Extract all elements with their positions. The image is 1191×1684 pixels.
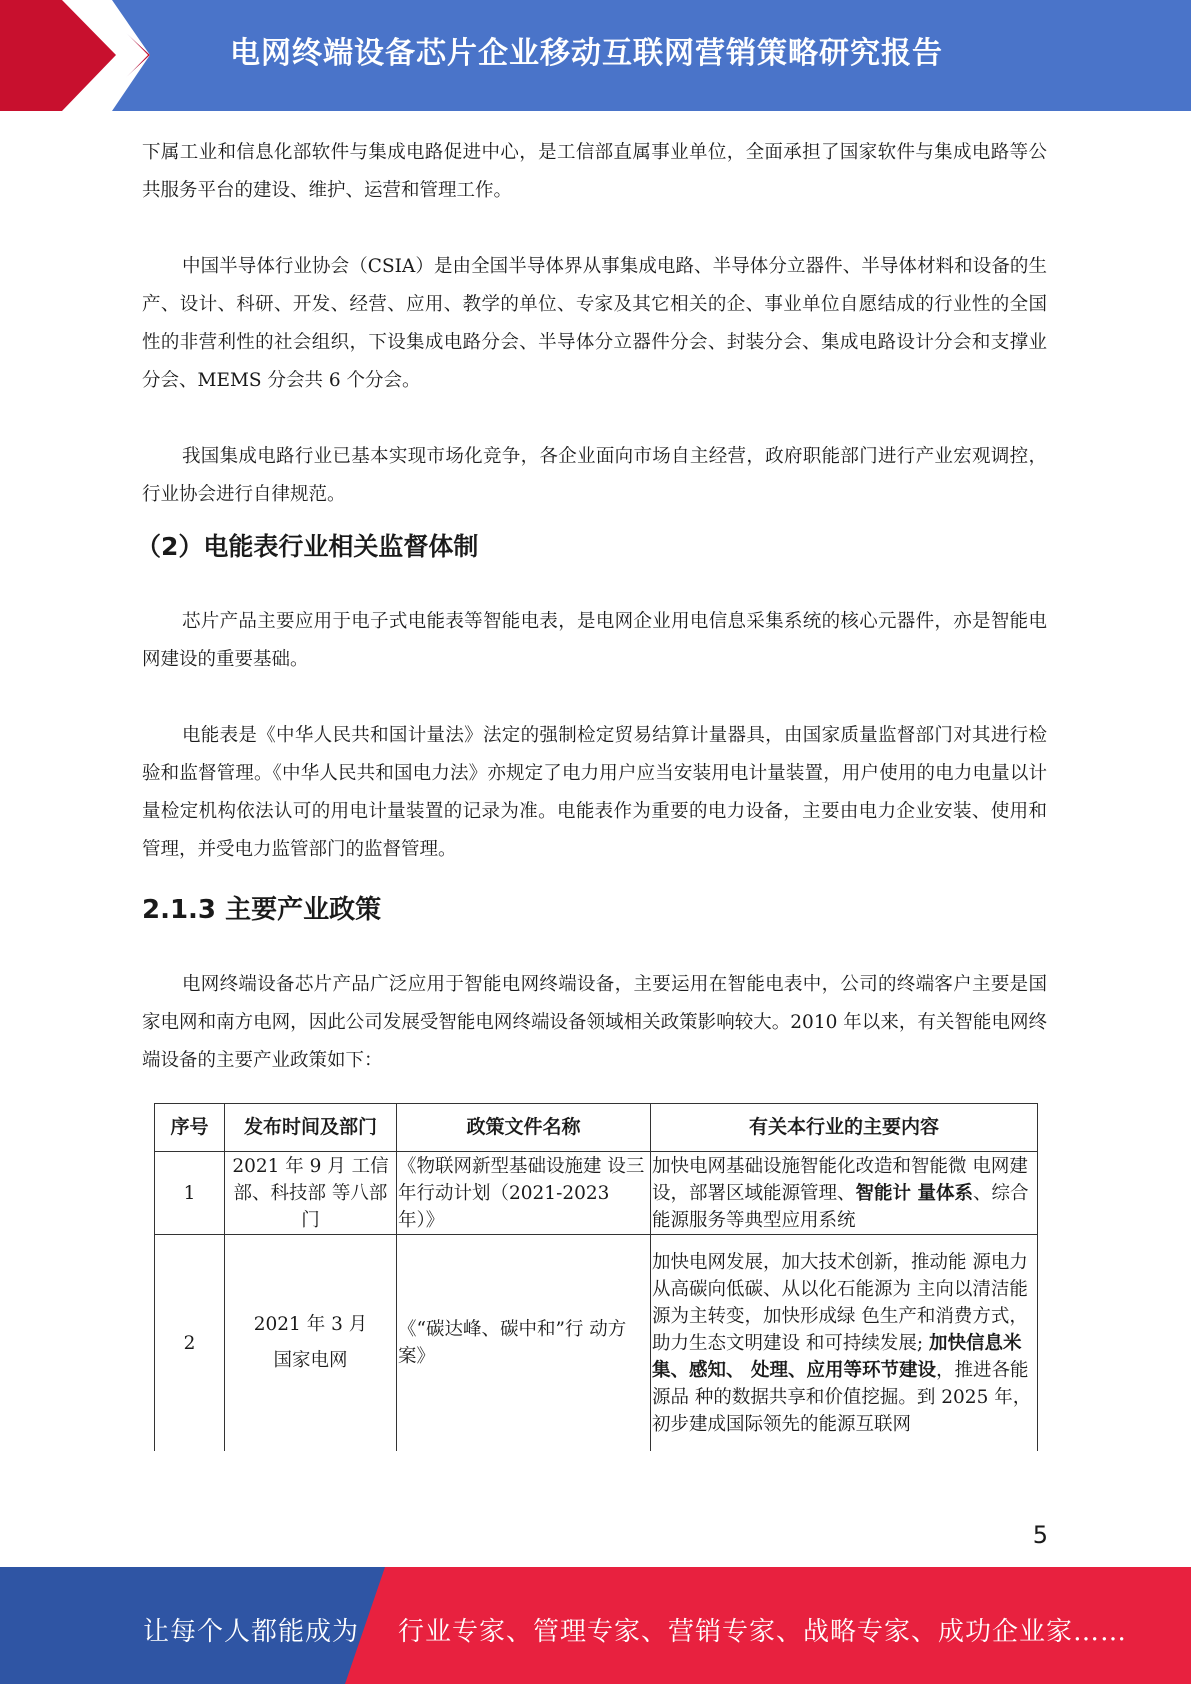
page-number: 5 — [1032, 1521, 1048, 1549]
supervision-section — [142, 603, 1047, 869]
column-header: 发布时间及部门 — [225, 1104, 397, 1152]
table-header-row — [155, 1104, 1038, 1152]
paragraph: 下属工业和信息化部软件与集成电路促进中心，是工信部直属事业单位，全面承担了国家软件与集成电路等公共服务平台的建设、维护、运营和管理工作。 — [142, 142, 1047, 201]
paragraph: 电能表是《中华人民共和国计量法》法定的强制检定贸易结算计量器具，由国家质量监督部门对其进行检验和监督管理。《中华人民共和国电力法》亦规定了电力用户应当安装用电计量装置，用户使用的电力电量以计量检定机构依法认可的用电计量装置的记录为准。电能表作为重要的电力设备，主要由电力企业安装、使用和管理，并受电力监管部门的监督管理。 — [142, 725, 1047, 860]
paragraph: 电网终端设备芯片产品广泛应用于智能电网终端设备，主要运用在智能电表中，公司的终端客户主要是国家电网和南方电网，因此公司发展受智能电网终端设备领域相关政策影响较大。2010 年以来，有关智能电网终端设备的主要产业政策如下： — [142, 974, 1047, 1071]
footer-slogan-right: 行业专家、管理专家、营销专家、战略专家、成功企业家…… — [398, 1617, 1128, 1647]
column-header: 政策文件名称 — [397, 1104, 651, 1152]
paragraph: 我国集成电路行业已基本实现市场化竞争，各企业面向市场自主经营，政府职能部门进行产业宏观调控，行业协会进行自律规范。 — [142, 446, 1047, 505]
paragraph: 芯片产品主要应用于电子式电能表等智能电表，是电网企业用电信息采集系统的核心元器件，亦是智能电网建设的重要基础。 — [142, 611, 1047, 670]
dept-name: 国家电网 — [273, 1350, 348, 1371]
section-heading: 2.1.3 主要产业政策 — [142, 895, 382, 925]
footer-band — [0, 1567, 1191, 1684]
dept-date: 2021 年 3 月 — [253, 1314, 368, 1335]
policy-table — [154, 1103, 1038, 1451]
content-text: ，推进各能源品 种的数据共享和价值挖掘。到 2025 年， 初步建成国际领先的能源互联网 — [652, 1359, 1032, 1435]
table-cell-no: 2 — [155, 1235, 225, 1452]
table-cell-content — [651, 1152, 1038, 1235]
table-cell-dept: 2021 年 9 月 工信部、科技部 等八部门 — [225, 1152, 397, 1235]
column-header: 有关本行业的主要内容 — [651, 1104, 1038, 1152]
content-text: 加快电网基础设施智能化改造和智能微 电网建设，部署区域能源管理、 — [652, 1155, 1028, 1204]
table-cell-doc: 《物联网新型基础设施建 设三年行动计划（2021-2023 年）》 — [397, 1152, 651, 1235]
table-cell-no: 1 — [155, 1152, 225, 1235]
column-header: 序号 — [155, 1104, 225, 1152]
policy-section — [142, 966, 1047, 1080]
report-title: 电网终端设备芯片企业移动互联网营销策略研究报告 — [230, 36, 943, 71]
content-emphasis: 加快信息米集、感知、 处理、应用等环节建设 — [652, 1332, 1022, 1381]
footer-slogan-left: 让每个人都能成为 — [143, 1617, 360, 1647]
paragraph: 中国半导体行业协会（CSIA）是由全国半导体界从事集成电路、半导体分立器件、半导体材料和设备的生产、设计、科研、开发、经营、应用、教学的单位、专家及其它相关的企、事业单位自愿结成的行业性的全国性的非营利性的社会组织，下设集成电路分会、半导体分立器件分会、封装分会、集成电路设计分会和支撑业分会、MEMS 分会共 6 个分会。 — [142, 256, 1047, 391]
subsection-heading: （2）电能表行业相关监督体制 — [136, 532, 479, 561]
content-text: 、综合能源服务等典型应用系统 — [652, 1182, 1029, 1231]
table-cell-doc: 《“碳达峰、碳中和”行 动方案》 — [397, 1235, 651, 1452]
table-row — [155, 1152, 1038, 1235]
table-cell-dept — [225, 1235, 397, 1452]
intro-section — [142, 134, 1047, 514]
content-emphasis: 智能计 量体系 — [855, 1182, 973, 1204]
content-text: 加快电网发展，加大技术创新，推动能 源电力从高碳向低碳、从以化石能源为 主向以清洁能源为主转变，加快形成绿 色生产和消费方式，助力生态文明建设 和可持续发展; — [652, 1251, 1028, 1354]
table-row — [155, 1235, 1038, 1452]
header-band — [0, 0, 1191, 111]
table-cell-content — [651, 1235, 1038, 1452]
